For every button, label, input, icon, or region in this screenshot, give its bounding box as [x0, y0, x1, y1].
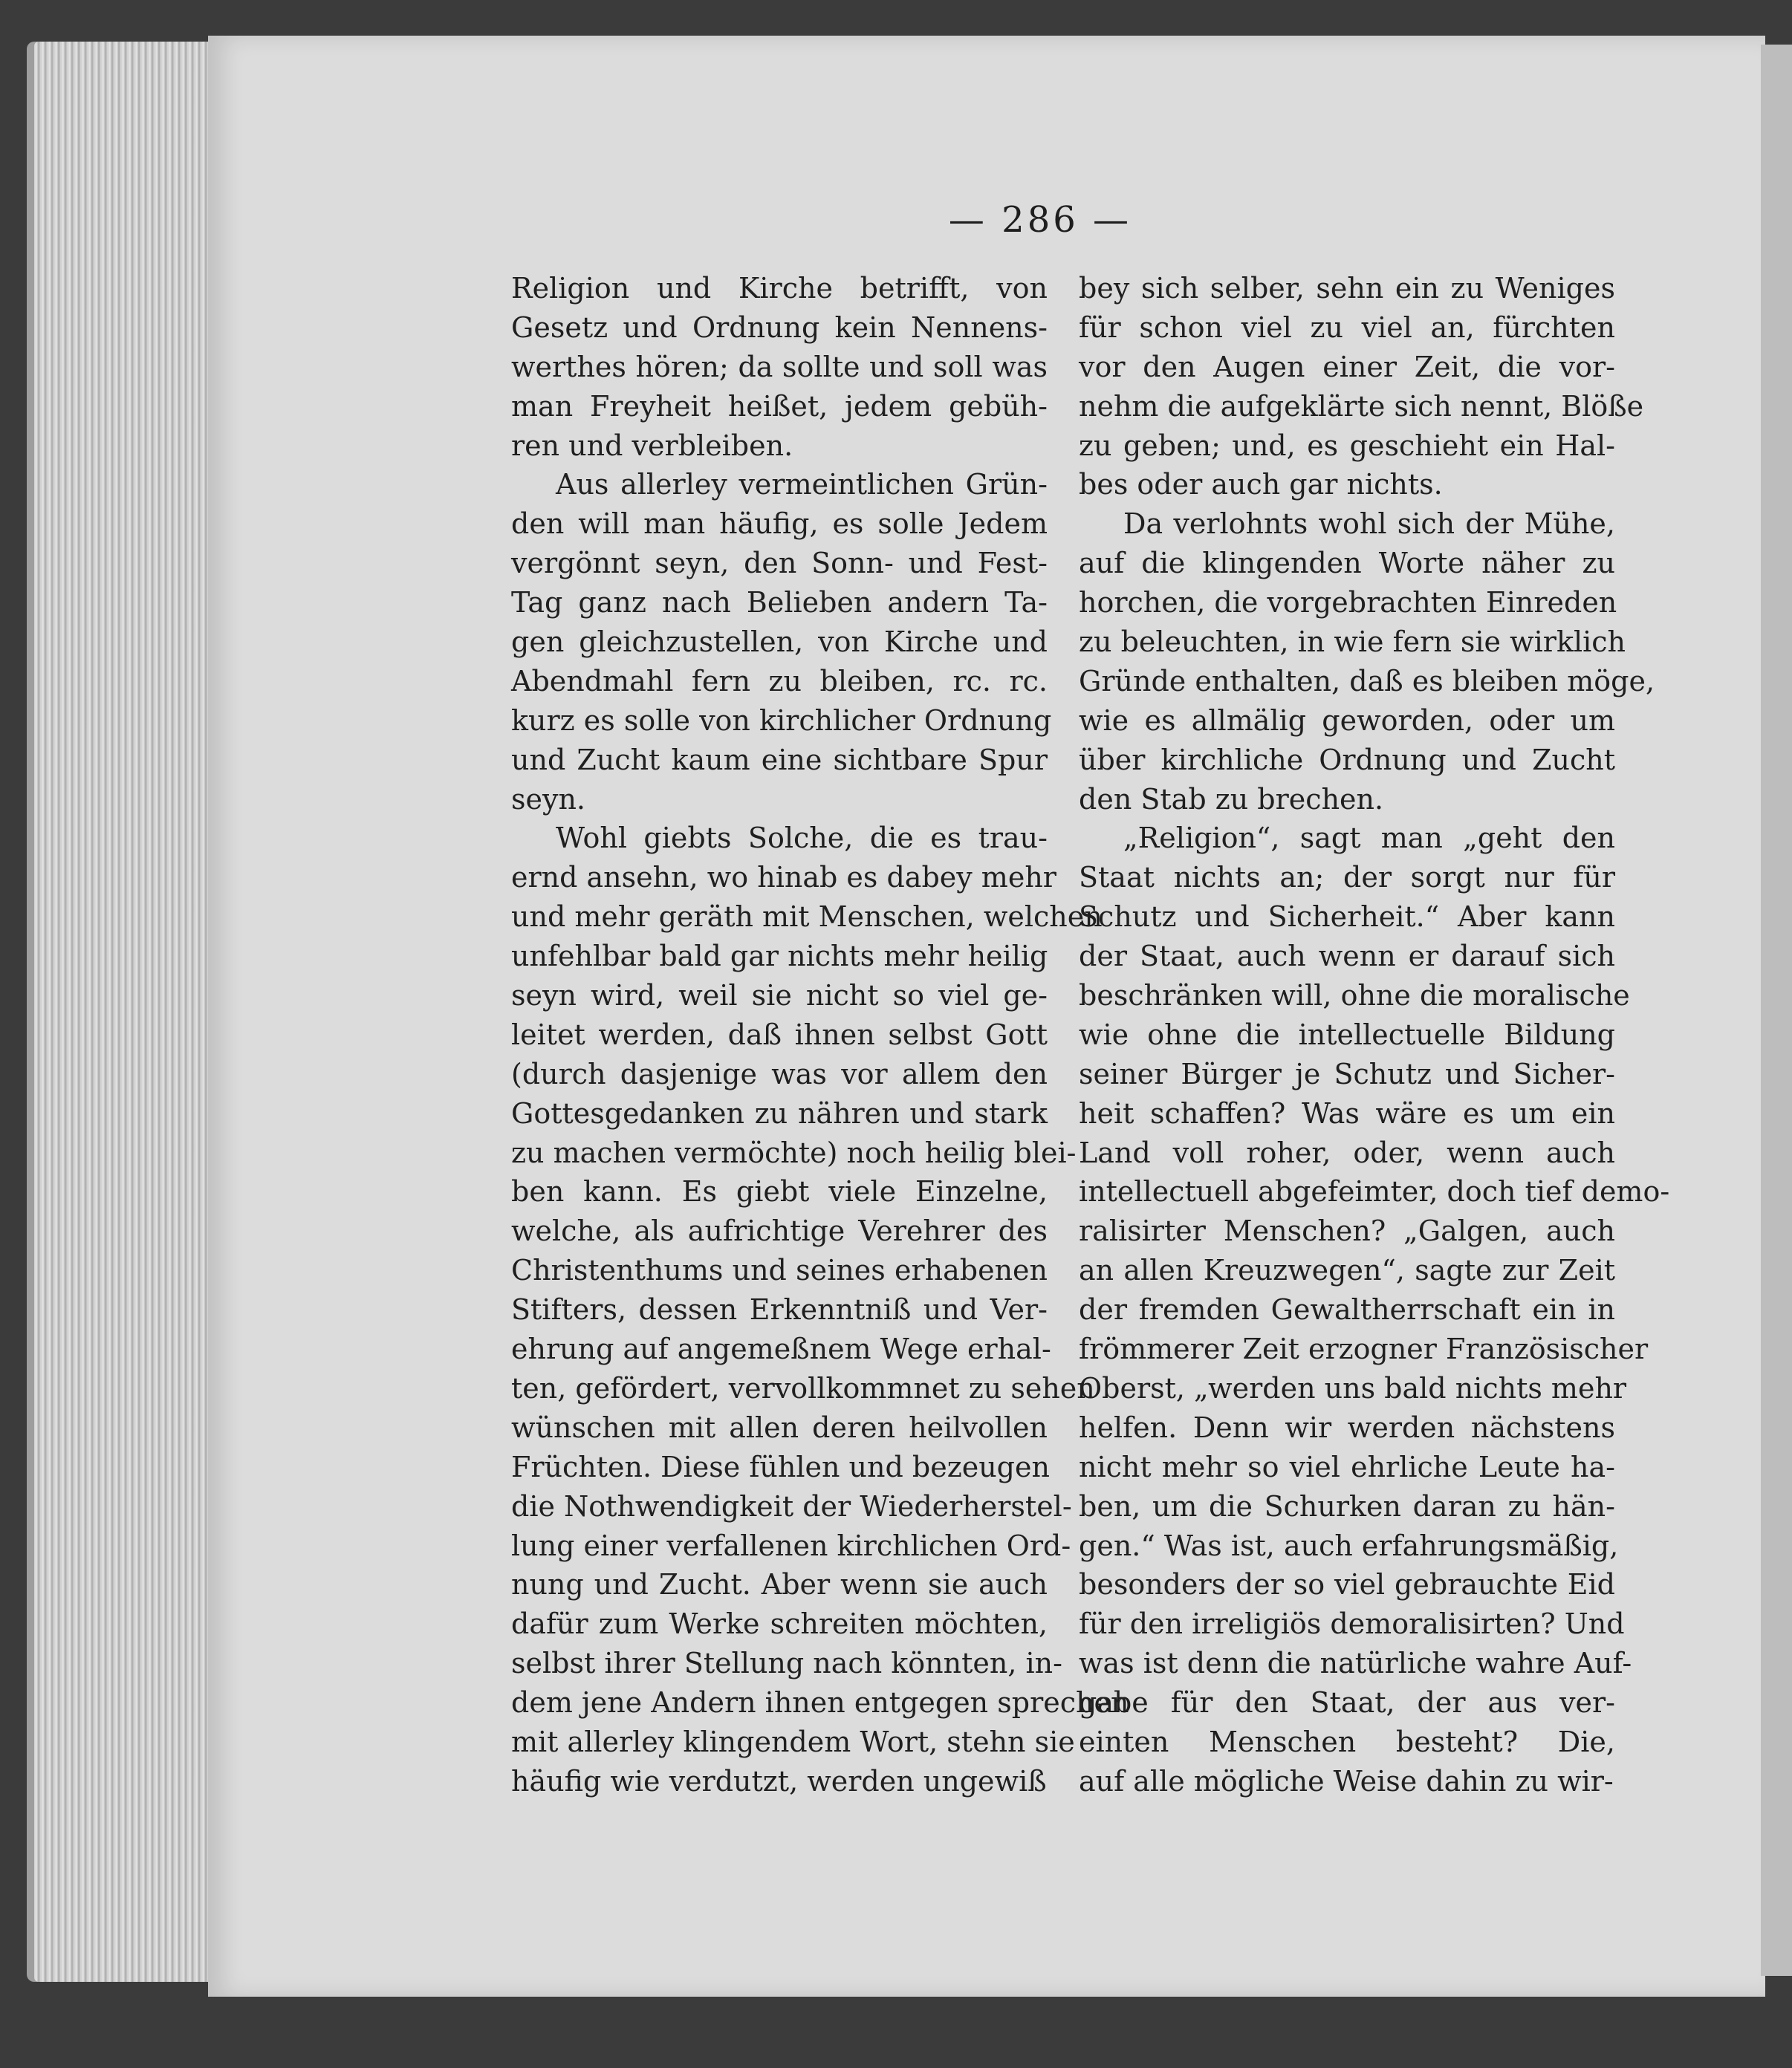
text-line: (durch dasjenige was vor allem den — [511, 1057, 1048, 1090]
page-number: — 286 — — [948, 199, 1132, 241]
text-line: zu geben; und, es geschieht ein Hal- — [1079, 429, 1615, 462]
facing-page-edge — [1761, 45, 1792, 1976]
text-line: man Freyheit heißet, jedem gebüh- — [511, 389, 1048, 423]
text-line: intellectuell abgefeimter, doch tief demo- — [1079, 1175, 1670, 1209]
text-line: Christenthums und seines erhabenen — [511, 1254, 1048, 1287]
text-line: welche, als aufrichtige Verehrer des — [511, 1215, 1048, 1248]
text-line: wünschen mit allen deren heilvollen — [511, 1411, 1048, 1444]
text-line: Tag ganz nach Belieben andern Ta- — [511, 586, 1048, 620]
text-line: den will man häufig, es solle Jedem — [511, 507, 1048, 541]
text-line: an allen Kreuzwegen“, sagte zur Zeit — [1079, 1254, 1615, 1287]
text-line: auf die klingenden Worte näher zu — [1079, 547, 1615, 580]
text-line: nehm die aufgeklärte sich nennt, Blöße — [1079, 389, 1644, 423]
text-line: und Zucht kaum eine sichtbare Spur — [511, 743, 1048, 776]
text-line: nung und Zucht. Aber wenn sie auch — [511, 1568, 1048, 1602]
left-text-column — [511, 269, 1129, 1801]
text-line: ren und verbleiben. — [511, 429, 793, 462]
text-line: über kirchliche Ordnung und Zucht — [1079, 743, 1615, 776]
text-line: Stifters, dessen Erkenntniß und Ver- — [511, 1293, 1048, 1327]
text-line: frömmerer Zeit erzogner Französischer — [1079, 1333, 1649, 1366]
text-line: ralisirter Menschen? „Galgen, auch — [1079, 1215, 1615, 1248]
text-line: seyn wird, weil sie nicht so viel ge- — [511, 979, 1048, 1012]
text-line: für den irreligiös demoralisirten? Und — [1079, 1607, 1625, 1641]
text-line: der Staat, auch wenn er darauf sich — [1079, 940, 1615, 973]
text-line: Gottesgedanken zu nähren und stark — [511, 1096, 1048, 1130]
text-line: zu beleuchten, in wie fern sie wirklich — [1079, 625, 1626, 659]
text-line: Wohl giebts Solche, die es trau- — [556, 822, 1048, 855]
text-line: leitet werden, daß ihnen selbst Gott — [511, 1018, 1048, 1051]
text-line: zu machen vermöchte) noch heilig blei- — [511, 1136, 1077, 1169]
text-line: einten Menschen besteht? Die, — [1079, 1725, 1615, 1758]
text-line: horchen, die vorgebrachten Einreden — [1079, 586, 1617, 620]
text-line: vor den Augen einer Zeit, die vor- — [1079, 350, 1615, 383]
right-text-column — [1079, 269, 1670, 1801]
page-stack-edge — [34, 42, 227, 1982]
text-line: Schutz und Sicherheit.“ Aber kann — [1079, 900, 1615, 934]
text-line: Land voll roher, oder, wenn auch — [1079, 1136, 1615, 1169]
text-line: Religion und Kirche betrifft, von — [511, 272, 1048, 305]
text-line: dafür zum Werke schreiten möchten, — [511, 1607, 1048, 1641]
text-line: ben, um die Schurken daran zu hän- — [1079, 1489, 1615, 1523]
text-line: bes oder auch gar nichts. — [1079, 468, 1443, 501]
text-line: Aus allerley vermeintlichen Grün- — [556, 468, 1048, 501]
text-line: gen.“ Was ist, auch erfahrungsmäßig, — [1079, 1529, 1619, 1562]
text-line: wie es allmälig geworden, oder um — [1079, 703, 1615, 737]
text-line: ten, gefördert, vervollkommnet zu sehen — [511, 1371, 1095, 1405]
text-line: beschränken will, ohne die moralische — [1079, 979, 1630, 1012]
text-line: vergönnt seyn, den Sonn- und Fest- — [511, 547, 1048, 580]
text-line: ben kann. Es giebt viele Einzelne, — [511, 1175, 1048, 1209]
text-line: nicht mehr so viel ehrliche Leute ha- — [1079, 1450, 1615, 1483]
text-line: bey sich selber, sehn ein zu Weniges — [1079, 272, 1615, 305]
text-line: auf alle mögliche Weise dahin zu wir- — [1079, 1764, 1614, 1798]
text-line: seyn. — [511, 782, 586, 816]
text-line: besonders der so viel gebrauchte Eid — [1079, 1568, 1615, 1602]
text-line: wie ohne die intellectuelle Bildung — [1079, 1018, 1615, 1051]
text-line: Oberst, „werden uns bald nichts mehr — [1079, 1371, 1627, 1405]
text-line: häufig wie verdutzt, werden ungewiß — [511, 1764, 1047, 1798]
text-line: der fremden Gewaltherrschaft ein in — [1079, 1293, 1615, 1327]
text-line: kurz es solle von kirchlicher Ordnung — [511, 703, 1052, 737]
text-line: helfen. Denn wir werden nächstens — [1079, 1411, 1615, 1444]
text-line: gen gleichzustellen, von Kirche und — [511, 625, 1048, 659]
text-line: Früchten. Diese fühlen und bezeugen — [511, 1450, 1050, 1483]
text-line: was ist denn die natürliche wahre Auf- — [1079, 1647, 1632, 1680]
text-line: ehrung auf angemeßnem Wege erhal- — [511, 1333, 1051, 1366]
text-line: für schon viel zu viel an, fürchten — [1079, 310, 1615, 344]
text-line: Abendmahl fern zu bleiben, rc. rc. — [511, 664, 1048, 698]
text-line: unfehlbar bald gar nichts mehr heilig — [511, 940, 1048, 973]
text-line: die Nothwendigkeit der Wiederherstel- — [511, 1489, 1072, 1523]
text-line: gabe für den Staat, der aus ver- — [1079, 1686, 1615, 1720]
text-line: lung einer verfallenen kirchlichen Ord- — [511, 1529, 1071, 1562]
text-line: ernd ansehn, wo hinab es dabey mehr — [511, 861, 1056, 894]
text-line: Gesetz und Ordnung kein Nennens- — [511, 310, 1048, 344]
text-line: Gründe enthalten, daß es bleiben möge, — [1079, 664, 1655, 698]
text-line: den Stab zu brechen. — [1079, 782, 1384, 816]
text-line: „Religion“, sagt man „geht den — [1123, 822, 1615, 855]
text-line: Da verlohnts wohl sich der Mühe, — [1123, 507, 1615, 541]
text-line: heit schaffen? Was wäre es um ein — [1079, 1096, 1615, 1130]
text-line: Staat nichts an; der sorgt nur für — [1079, 861, 1615, 894]
text-line: dem jene Andern ihnen entgegen sprechen — [511, 1686, 1129, 1720]
text-line: mit allerley klingendem Wort, stehn sie — [511, 1725, 1075, 1758]
text-line: werthes hören; da sollte und soll was — [511, 350, 1048, 383]
text-line: seiner Bürger je Schutz und Sicher- — [1079, 1057, 1615, 1090]
text-line: selbst ihrer Stellung nach könnten, in- — [511, 1647, 1062, 1680]
text-line: und mehr geräth mit Menschen, welchen — [511, 900, 1103, 934]
